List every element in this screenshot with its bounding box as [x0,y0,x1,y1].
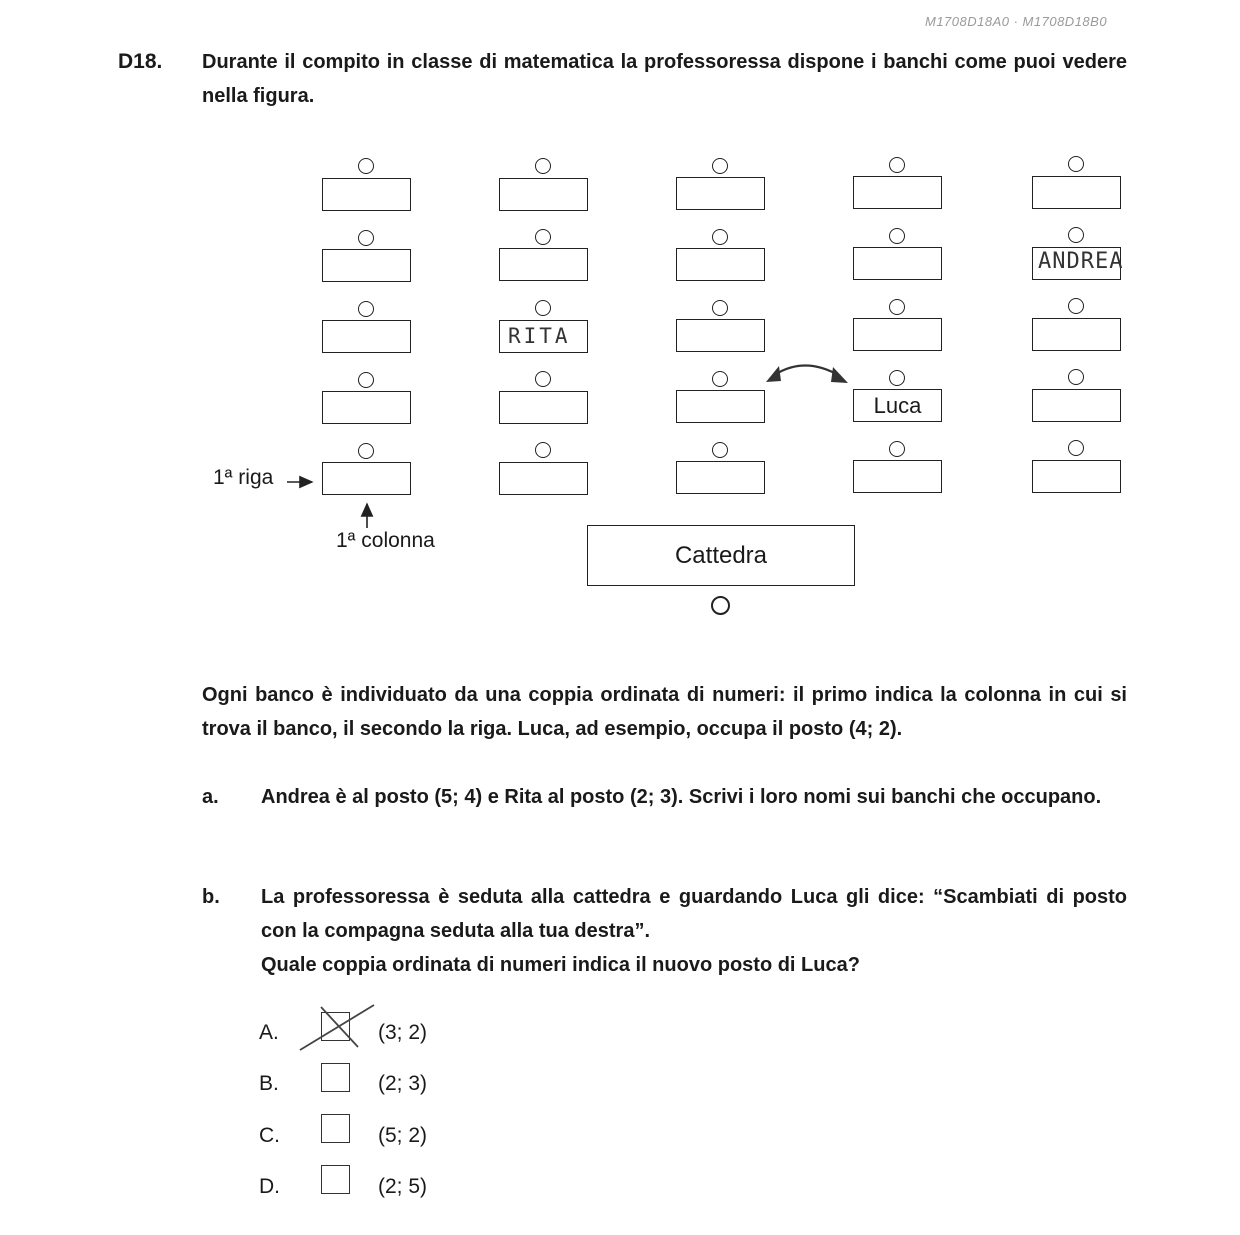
option-c-letter: C. [259,1124,280,1147]
question-number: D18. [118,50,163,73]
cross-mark-icon [300,1005,374,1050]
item-b-question: Quale coppia ordinata di numeri indica il nuovo posto di Luca? [261,954,860,976]
option-d-value: (2; 5) [378,1175,428,1198]
item-a-letter: a. [202,786,219,808]
handwritten-andrea: ANDREA [1038,249,1124,274]
document-code: M1708D18A0 · M1708D18B0 [925,14,1108,29]
item-b-text: La professoressa è seduta alla cattedra e guardando Luca gli dice: “Scambiati di posto con la compagna seduta alla tua destra”. [261,886,1127,942]
option-b-value: (2; 3) [378,1072,428,1095]
option-d-letter: D. [259,1175,280,1198]
item-a-text: Andrea è al posto (5; 4) e Rita al posto (2; 3). Scrivi i loro nomi sui banchi che occupano. [261,786,1102,808]
option-a-value: (3; 2) [378,1021,428,1044]
question-intro: Durante il compito in classe di matematica la professoressa dispone i banchi come puoi vedere nella figura. [202,51,1127,107]
column-label: 1ª colonna [336,529,435,552]
item-b-letter: b. [202,886,220,908]
option-a-letter: A. [259,1021,279,1044]
option-c-value: (5; 2) [378,1124,428,1147]
handwritten-rita: RITA [508,324,571,348]
option-b-letter: B. [259,1072,279,1095]
row-label: 1ª riga [213,466,274,489]
description-text: Ogni banco è individuato da una coppia ordinata di numeri: il primo indica la colonna in cui si trova il banco, il secondo la riga. Luca, ad esempio, occupa il posto (4; 2). [202,684,1127,740]
teacher-desk-label: Cattedra [674,541,768,569]
desk-label-luca: Luca [873,392,922,418]
